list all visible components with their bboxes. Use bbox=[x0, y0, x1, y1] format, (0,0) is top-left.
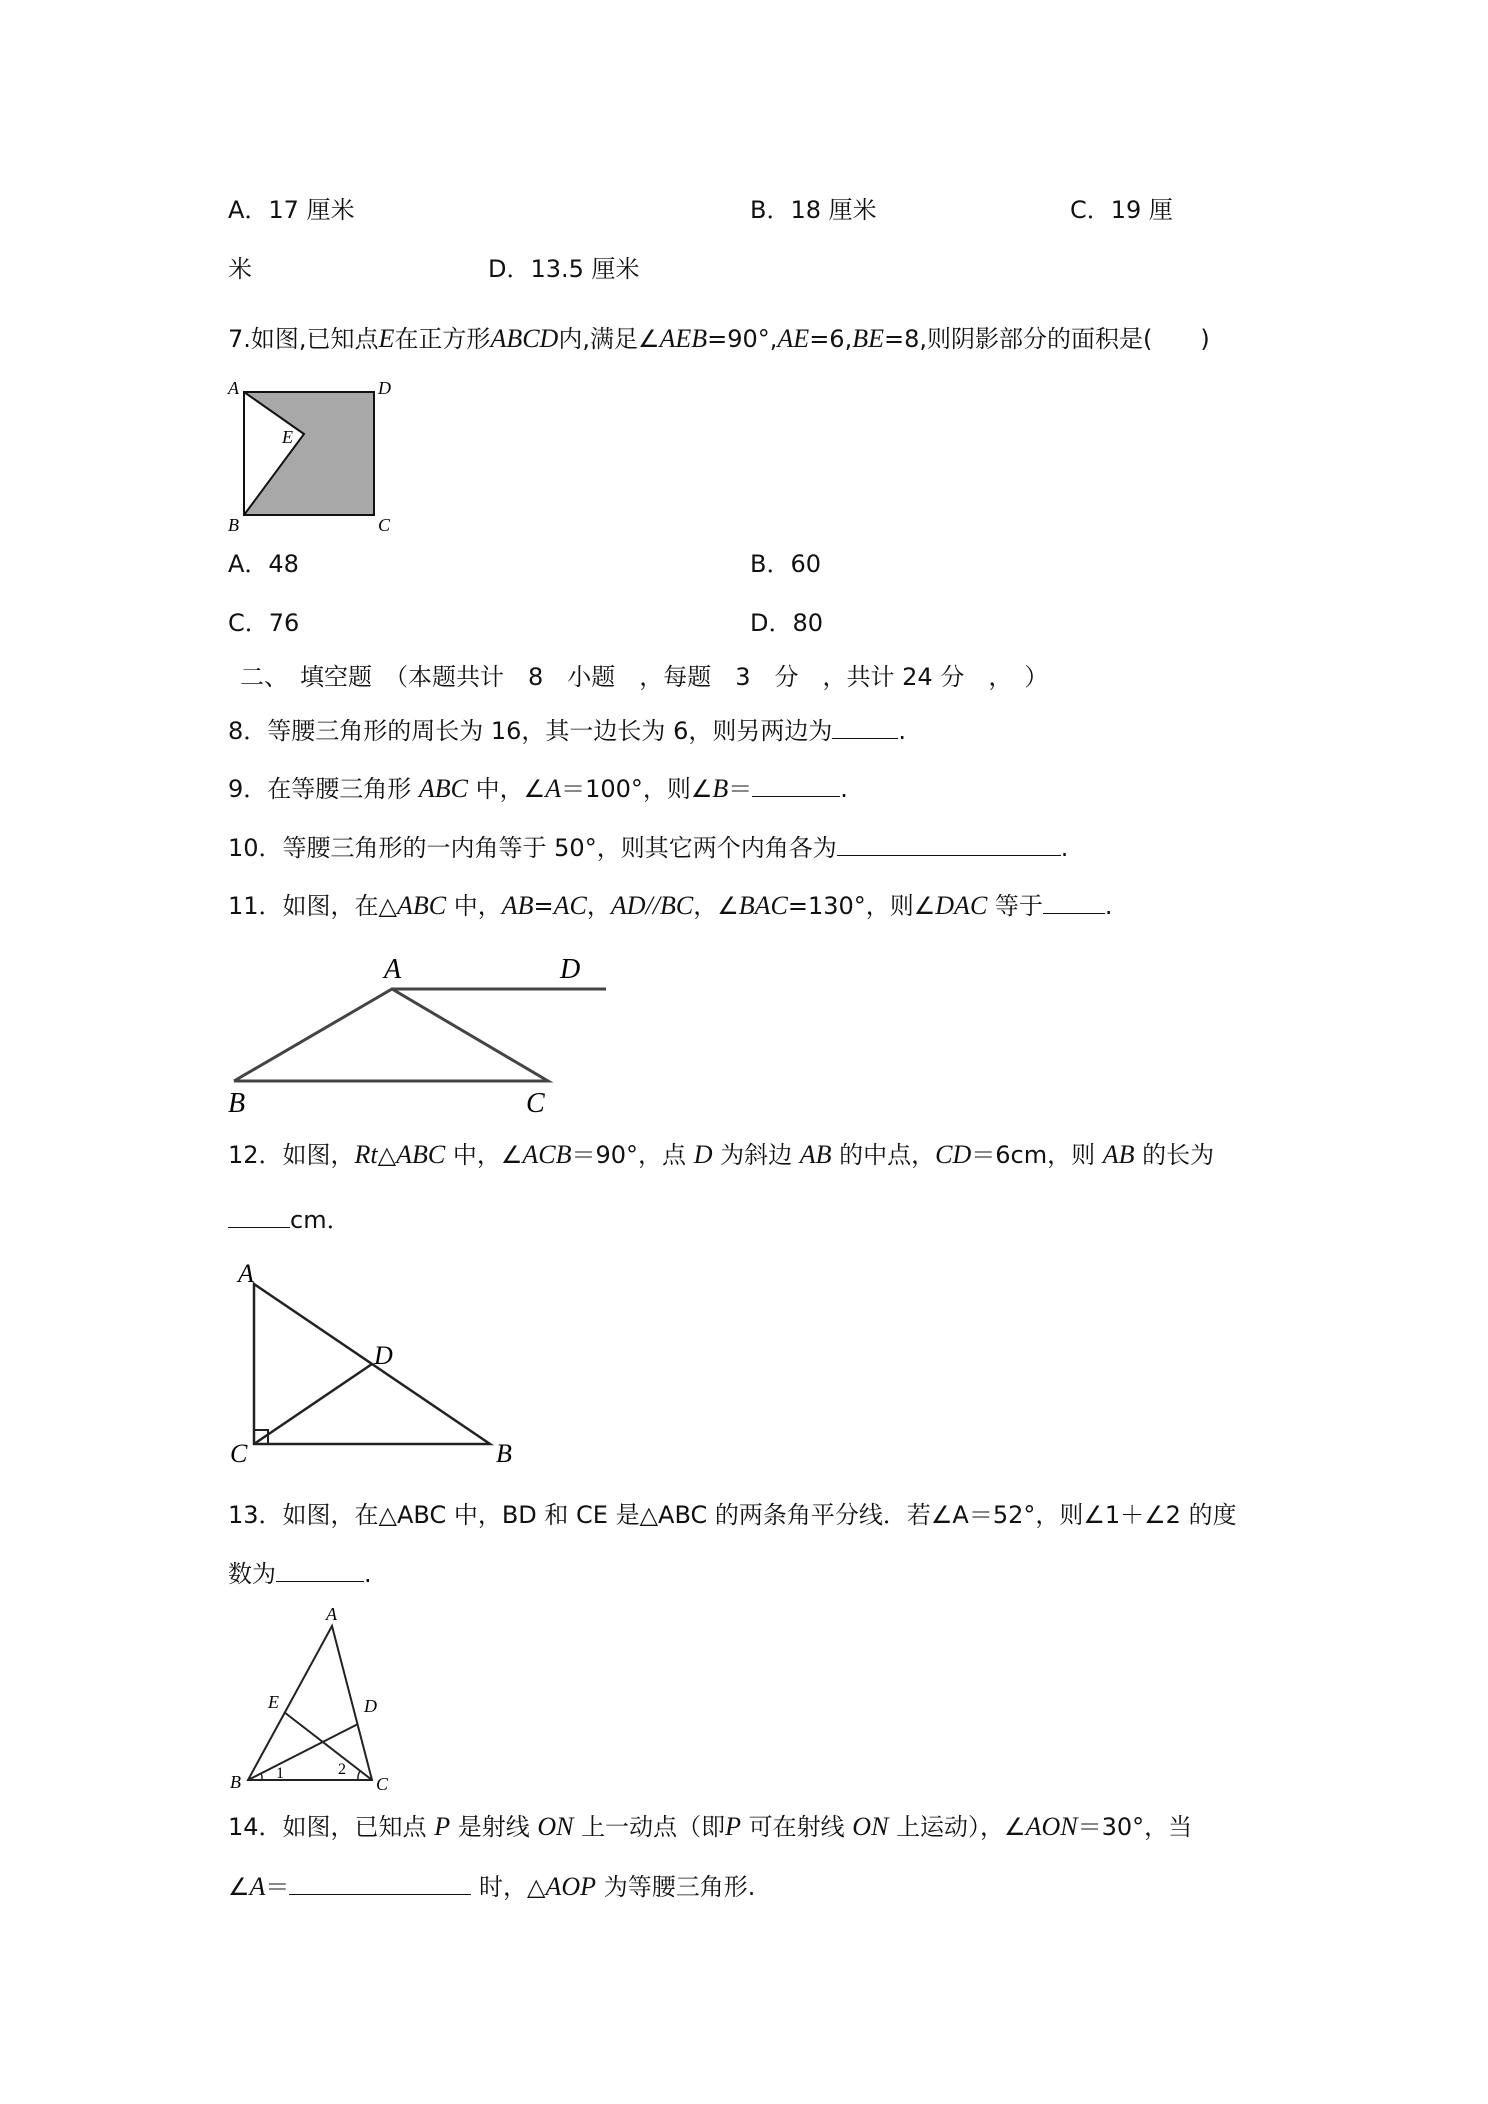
q11-answer-blank bbox=[1043, 891, 1105, 914]
q14-question-line2: ∠A＝ 时，△AOP 为等腰三角形. bbox=[228, 1872, 756, 1901]
q14-question: 14．如图，已知点 P 是射线 ON 上一动点（即P 可在射线 ON 上运动），∠AON＝30°，当 bbox=[228, 1812, 1193, 1841]
q13-label-b: B bbox=[230, 1772, 241, 1792]
q11-label-a: A bbox=[384, 954, 402, 985]
q13-angle-2: 2 bbox=[338, 1761, 346, 1778]
section-title: 二、 填空题 （本题共计 8 小题 ，每题 3 分 ，共计 24 分 ， ） bbox=[240, 663, 1049, 691]
q10-question: 10．等腰三角形的一内角等于 50°，则其它两个内角各为 . bbox=[228, 834, 1069, 862]
q13-bisector-figure bbox=[228, 1600, 428, 1800]
q6-option-d: D．13.5 厘米 bbox=[488, 255, 640, 283]
q12-answer-blank bbox=[228, 1205, 290, 1228]
q7-option-c: C．76 bbox=[228, 609, 300, 637]
q11-label-d: D bbox=[560, 954, 581, 985]
q7-label-c: C bbox=[378, 515, 391, 535]
q8-answer-blank bbox=[832, 716, 898, 739]
q8-question: 8．等腰三角形的周长为 16，其一边长为 6，则另两边为 . bbox=[228, 717, 906, 745]
q7-option-a: A．48 bbox=[228, 550, 299, 578]
q13-angle-1: 1 bbox=[276, 1765, 284, 1782]
q10-answer-blank bbox=[837, 833, 1061, 856]
q13-label-c: C bbox=[376, 1774, 389, 1794]
q6-option-a: A．17 厘米 bbox=[228, 196, 355, 224]
q9-answer-blank bbox=[752, 774, 840, 797]
q6-option-c-wrap: 米 bbox=[228, 255, 252, 283]
q6-option-c: C．19 厘 bbox=[1070, 196, 1173, 224]
q7-label-e: E bbox=[282, 427, 293, 447]
q13-label-a: A bbox=[326, 1604, 337, 1624]
q12-label-b: B bbox=[496, 1439, 512, 1468]
q7-question: 7.如图,已知点E在正方形ABCD内,满足∠AEB=90°,AE=6,BE=8,则阴影部分的面积是( ) bbox=[228, 324, 1210, 353]
q14-answer-blank bbox=[289, 1872, 471, 1895]
q11-label-c: C bbox=[526, 1088, 545, 1119]
q12-right-triangle-figure bbox=[228, 1260, 528, 1470]
q12-label-c: C bbox=[230, 1439, 248, 1468]
q7-label-d: D bbox=[378, 378, 391, 398]
q7-label-a: A bbox=[228, 378, 239, 398]
q7-option-b: B．60 bbox=[750, 550, 822, 578]
q12-label-d: D bbox=[374, 1341, 393, 1370]
q13-answer-blank bbox=[276, 1559, 364, 1582]
q13-question-line2: 数为 . bbox=[228, 1560, 372, 1588]
q13-label-d: D bbox=[364, 1696, 377, 1716]
q12-question: 12．如图，Rt△ABC 中，∠ACB＝90°，点 D 为斜边 AB 的中点，CD＝6cm，则 AB 的长为 bbox=[228, 1140, 1215, 1169]
q7-option-d: D．80 bbox=[750, 609, 824, 637]
q11-question: 11．如图，在△ABC 中，AB=AC，AD//BC，∠BAC=130°，则∠DAC 等于 . bbox=[228, 891, 1113, 920]
q7-label-b: B bbox=[228, 515, 239, 535]
q13-label-e: E bbox=[268, 1692, 279, 1712]
q11-label-b: B bbox=[228, 1088, 246, 1119]
q13-question: 13．如图，在△ABC 中，BD 和 CE 是△ABC 的两条角平分线．若∠A＝52°，则∠1＋∠2 的度 bbox=[228, 1501, 1237, 1529]
q12-question-line2: cm． bbox=[228, 1205, 351, 1235]
q12-label-a: A bbox=[238, 1259, 254, 1288]
q7-square-figure bbox=[228, 378, 408, 538]
q11-triangle-figure bbox=[228, 950, 618, 1120]
q6-option-b: B．18 厘米 bbox=[750, 196, 877, 224]
q9-question: 9．在等腰三角形 ABC 中，∠A＝100°，则∠B＝ . bbox=[228, 774, 848, 803]
q7-number: 7. bbox=[228, 325, 251, 353]
